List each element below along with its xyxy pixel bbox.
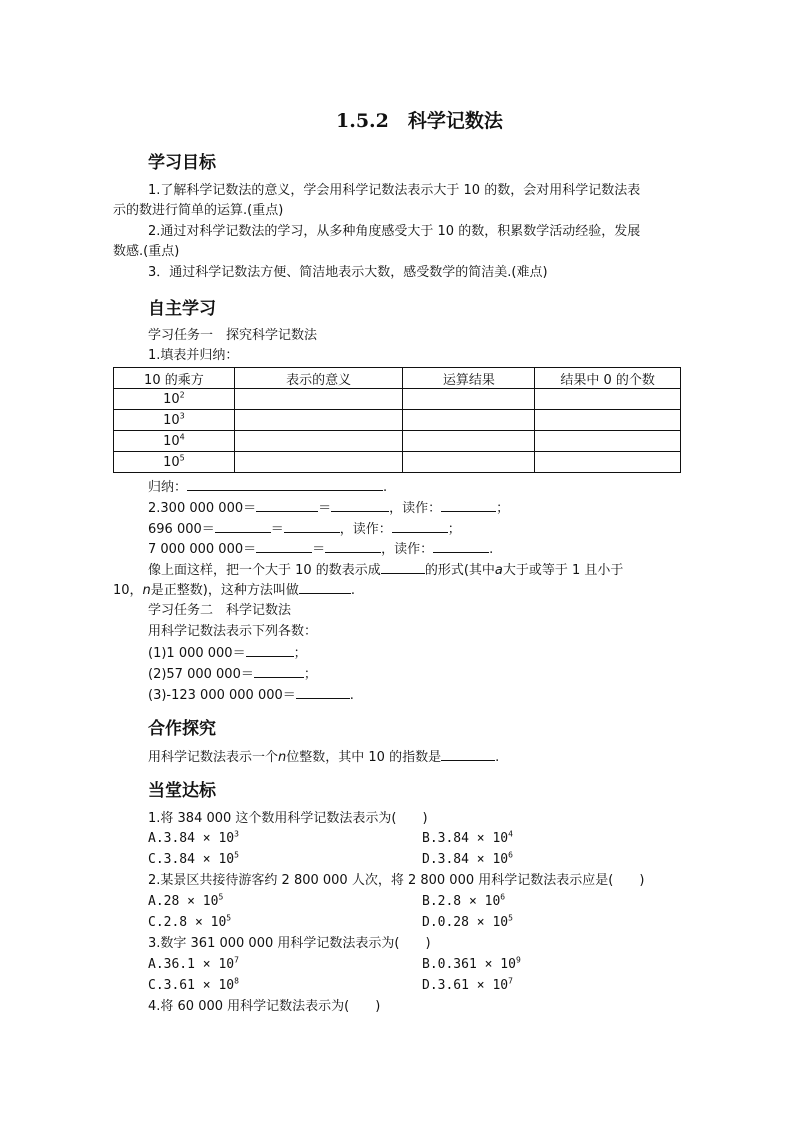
option-b[interactable]: $B.2.8 \times 10^6$ (422, 892, 506, 909)
powers-of-ten-table (113, 367, 681, 473)
option-d[interactable]: $D.3.84 \times 10^6$ (422, 850, 513, 867)
blank-cell[interactable] (403, 389, 535, 410)
answer-blank[interactable] (325, 539, 381, 553)
option-c[interactable]: $C.3.61 \times 10^8$ (148, 976, 239, 993)
power-cell: $10^4$ (114, 431, 235, 452)
table-header: 10 的乘方 (114, 368, 235, 389)
task-2-instruction: 用科学记数法表示下列各数： (148, 624, 318, 639)
goal-1-line-2: 示的数进行简单的运算.(重点) (113, 203, 284, 218)
option-d[interactable]: $D.3.61 \times 10^7$ (422, 976, 513, 993)
blank-cell[interactable] (403, 431, 535, 452)
definition-line-1: 像上面这样，把一个大于 10 的数表示成 的形式(其中a大于或等于 1 且小于 (148, 560, 623, 581)
table-header: 表示的意义 (234, 368, 403, 389)
question-2c: 7 000 000 000＝ ＝ ，读作： . (148, 539, 493, 560)
blank-cell[interactable] (403, 452, 535, 473)
section-heading-practice: 当堂达标 (148, 781, 216, 801)
option-c[interactable]: $C.2.8 \times 10^5$ (148, 913, 232, 930)
option-c[interactable]: $C.3.84 \times 10^5$ (148, 850, 239, 867)
blank-cell[interactable] (234, 431, 403, 452)
power-cell: $10^5$ (114, 452, 235, 473)
blank-cell[interactable] (535, 452, 681, 473)
section-heading-self-study: 自主学习 (148, 299, 216, 319)
answer-blank[interactable] (441, 498, 496, 512)
page-title: 1.5.2 科学记数法 (336, 110, 503, 132)
task-1-title: 学习任务一 探究科学记数法 (148, 328, 318, 343)
blank-cell[interactable] (535, 389, 681, 410)
blank-cell[interactable] (403, 410, 535, 431)
blank-cell[interactable] (234, 410, 403, 431)
question-2b: 696 000＝ ＝ ，读作： ； (148, 519, 461, 540)
answer-blank[interactable] (256, 539, 312, 553)
blank-cell[interactable] (535, 431, 681, 452)
goal-2-line-1: 2.通过对科学记数法的学习，从多种角度感受大于 10 的数，积累数学活动经验，发展 (148, 224, 641, 239)
answer-blank[interactable] (254, 664, 304, 678)
task-2-item-3: (3)-123 000 000 000＝ . (148, 685, 354, 706)
goal-2-line-2: 数感.(重点) (113, 244, 180, 259)
table-header: 运算结果 (403, 368, 535, 389)
answer-blank[interactable] (215, 519, 271, 533)
task-2-item-2: (2)57 000 000＝ ； (148, 664, 317, 685)
table-row (114, 389, 681, 410)
practice-question-3: 3.数字 361 000 000 用科学记数法表示为( ) (148, 936, 431, 951)
option-d[interactable]: $D.0.28 \times 10^5$ (422, 913, 513, 930)
fill-table-instruction: 1.填表并归纳： (148, 348, 239, 363)
answer-blank[interactable] (246, 643, 294, 657)
blank-cell[interactable] (234, 389, 403, 410)
answer-blank[interactable] (284, 519, 340, 533)
table-header-row (114, 368, 681, 389)
summary-line: 归纳： . (148, 477, 387, 498)
question-2a: 2.300 000 000＝ ＝ ，读作： ； (148, 498, 509, 519)
table-row (114, 452, 681, 473)
option-a[interactable]: $A.3.84 \times 10^3$ (148, 829, 239, 846)
practice-question-2: 2.某景区共接待游客约 2 800 000 人次，将 2 800 000 用科学记数法表示应是( ) (148, 873, 645, 888)
option-b[interactable]: $B.3.84 \times 10^4$ (422, 829, 513, 846)
answer-blank[interactable] (299, 580, 351, 594)
task-2-title: 学习任务二 科学记数法 (148, 603, 292, 618)
goal-3: 3．通过科学记数法方便、简洁地表示大数，感受数学的简洁美.(难点) (148, 265, 548, 280)
answer-blank[interactable] (441, 747, 495, 761)
answer-blank[interactable] (381, 560, 425, 574)
cooperation-question: 用科学记数法表示一个n位整数，其中 10 的指数是 . (148, 747, 499, 768)
practice-question-4: 4.将 60 000 用科学记数法表示为( ) (148, 999, 381, 1014)
option-a[interactable]: $A.28 \times 10^5$ (148, 892, 224, 909)
power-cell: $10^3$ (114, 410, 235, 431)
table-header: 结果中 0 的个数 (535, 368, 681, 389)
summary-label: 归纳： (148, 480, 188, 495)
definition-line-2: 10，n是正整数)，这种方法叫做 . (113, 580, 355, 601)
answer-blank[interactable] (187, 477, 383, 491)
answer-blank[interactable] (296, 685, 350, 699)
answer-blank[interactable] (331, 498, 389, 512)
option-a[interactable]: $A.36.1 \times 10^7$ (148, 955, 239, 972)
table-row (114, 431, 681, 452)
practice-question-1: 1.将 384 000 这个数用科学记数法表示为( ) (148, 811, 428, 826)
power-cell: $10^2$ (114, 389, 235, 410)
option-b[interactable]: $B.0.361 \times 10^9$ (422, 955, 521, 972)
task-2-item-1: (1)1 000 000＝ ； (148, 643, 307, 664)
answer-blank[interactable] (392, 519, 448, 533)
section-heading-goals: 学习目标 (148, 153, 216, 173)
answer-blank[interactable] (256, 498, 318, 512)
blank-cell[interactable] (535, 410, 681, 431)
blank-cell[interactable] (234, 452, 403, 473)
section-heading-cooperation: 合作探究 (148, 719, 216, 739)
answer-blank[interactable] (433, 539, 489, 553)
table-row (114, 410, 681, 431)
goal-1-line-1: 1.了解科学记数法的意义，学会用科学记数法表示大于 10 的数，会对用科学记数法表 (148, 183, 641, 198)
